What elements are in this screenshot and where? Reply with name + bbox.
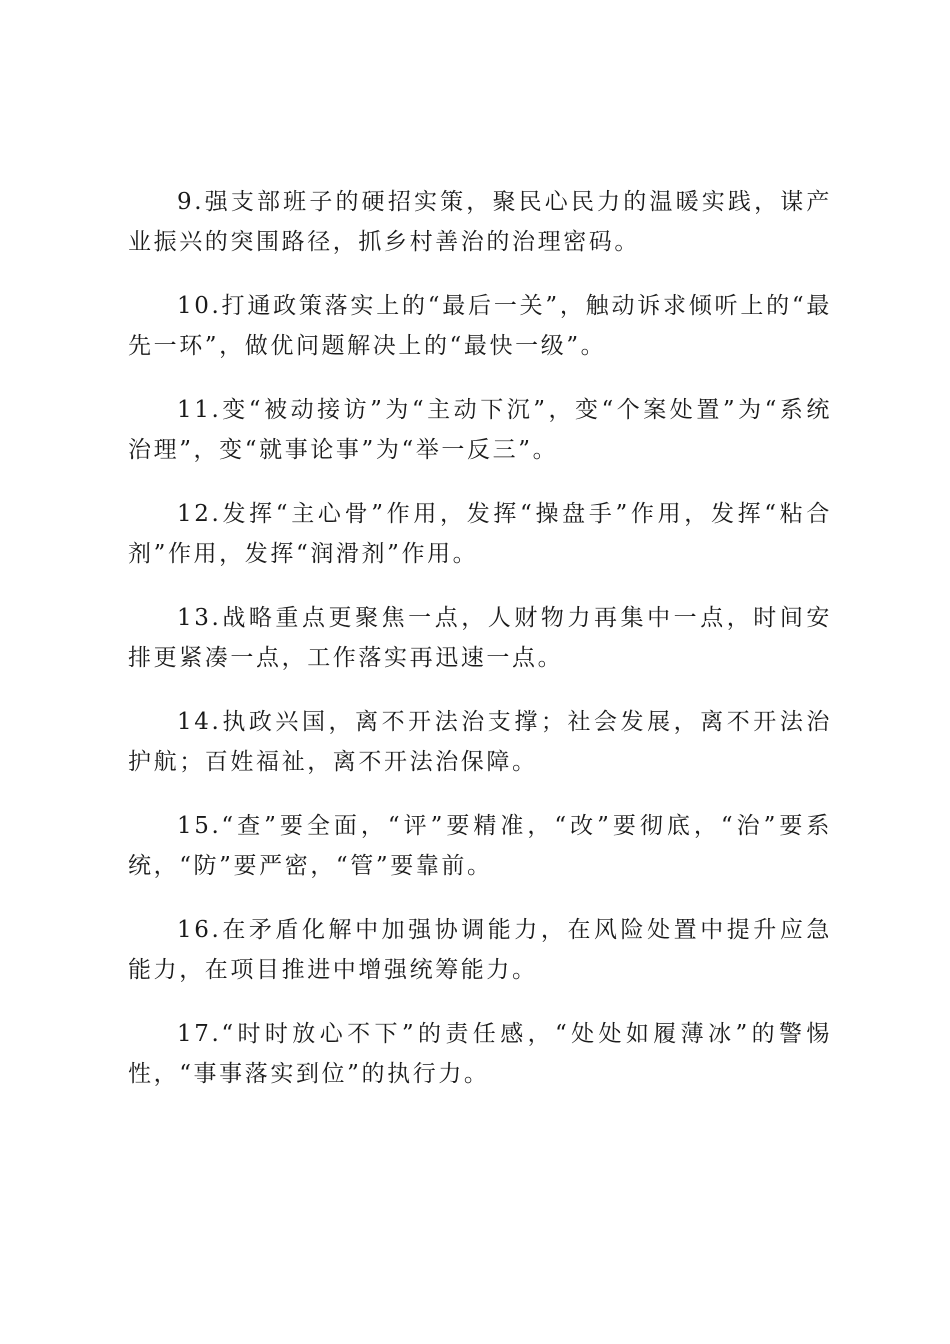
paragraph-12: 12.发挥“主心骨”作用，发挥“操盘手”作用，发挥“粘合剂”作用，发挥“润滑剂”作用。 bbox=[128, 501, 832, 567]
paragraph-11: 11.变“被动接访”为“主动下沉”，变“个案处置”为“系统治理”，变“就事论事”为“举一反三”。 bbox=[128, 397, 832, 463]
paragraph-10: 10.打通政策落实上的“最后一关”，触动诉求倾听上的“最先一环”，做优问题解决上的“最快一级”。 bbox=[128, 293, 832, 359]
paragraph-14: 14.执政兴国，离不开法治支撑；社会发展，离不开法治护航；百姓福祉，离不开法治保障。 bbox=[128, 709, 832, 775]
document-body bbox=[128, 182, 832, 1118]
paragraph-9: 9.强支部班子的硬招实策，聚民心民力的温暖实践，谋产业振兴的突围路径，抓乡村善治的治理密码。 bbox=[128, 189, 832, 255]
paragraph-16: 16.在矛盾化解中加强协调能力，在风险处置中提升应急能力，在项目推进中增强统筹能力。 bbox=[128, 917, 832, 983]
paragraph-17: 17.“时时放心不下”的责任感，“处处如履薄冰”的警惕性，“事事落实到位”的执行力。 bbox=[128, 1021, 832, 1087]
paragraph-15: 15.“查”要全面，“评”要精准，“改”要彻底，“治”要系统，“防”要严密，“管”要靠前。 bbox=[128, 813, 832, 879]
paragraph-13: 13.战略重点更聚焦一点，人财物力再集中一点，时间安排更紧凑一点，工作落实再迅速一点。 bbox=[128, 605, 832, 671]
